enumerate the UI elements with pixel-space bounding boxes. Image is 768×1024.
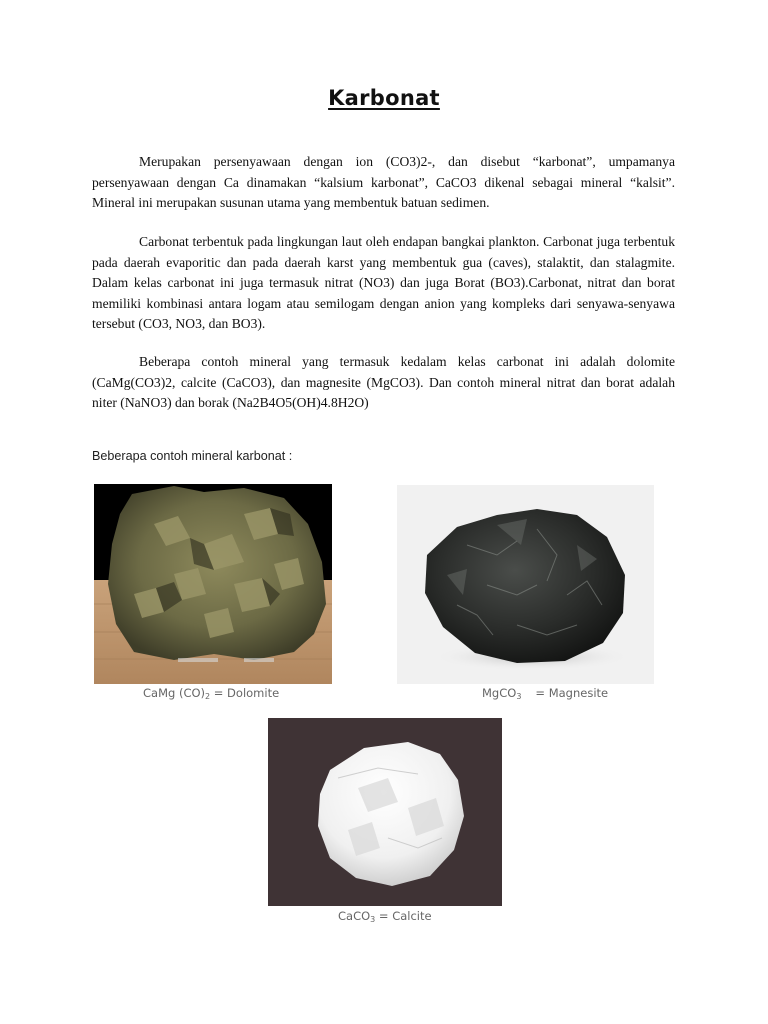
magnesite-formula: MgCO <box>482 686 517 700</box>
dolomite-formula: CaMg (CO) <box>143 686 206 700</box>
calcite-photo <box>268 718 502 906</box>
dolomite-formula-subscript: 2 <box>205 692 211 701</box>
dolomite-photo <box>94 484 332 684</box>
examples-intro: Beberapa contoh mineral karbonat : <box>92 449 293 463</box>
paragraph-formation: Carbonat terbentuk pada lingkungan laut oleh endapan bangkai plankton. Carbonat juga terbentuk pada daerah evaporitic dan pada daerah karst yang membentuk gua (caves), stalaktit, dan stalagmite. Dalam kelas carbonat ini juga termasuk nitrat (NO3) dan juga Borat (BO3).Carbonat, nitrat dan borat memiliki kombinasi antara logam atau semilogam dengan anion yang kompleks dari senyawa-senyawa tersebut (CO3, NO3, dan BO3). <box>92 234 675 331</box>
dolomite-label: = Dolomite <box>210 686 280 700</box>
paragraph-examples: Beberapa contoh mineral yang termasuk kedalam kelas carbonat ini adalah dolomite (CaMg(CO3)2, calcite (CaCO3), dan magnesite (MgCO3). Dan contoh mineral nitrat dan borat adalah niter (NaNO3) dan borak (Na2B4O5(OH)4.8H2O) <box>92 354 675 410</box>
caption-calcite <box>338 909 432 924</box>
calcite-formula-subscript: 3 <box>370 915 376 924</box>
caption-magnesite <box>482 686 608 701</box>
page-title: Karbonat <box>328 86 440 110</box>
calcite-label: = Calcite <box>375 909 432 923</box>
magnesite-label: = Magnesite <box>535 686 609 700</box>
paragraph-definition: Merupakan persenyawaan dengan ion (CO3)2-, dan disebut “karbonat”, umpamanya persenyawaan dengan Ca dinamakan “kalsium karbonat”, CaCO3 dikenal sebagai mineral “kalsit”. Mineral ini merupakan susunan utama yang membentuk batuan sedimen. <box>92 154 675 210</box>
caption-dolomite <box>143 686 279 701</box>
calcite-formula: CaCO <box>338 909 371 923</box>
magnesite-photo <box>397 485 654 684</box>
magnesite-formula-subscript: 3 <box>516 692 522 701</box>
